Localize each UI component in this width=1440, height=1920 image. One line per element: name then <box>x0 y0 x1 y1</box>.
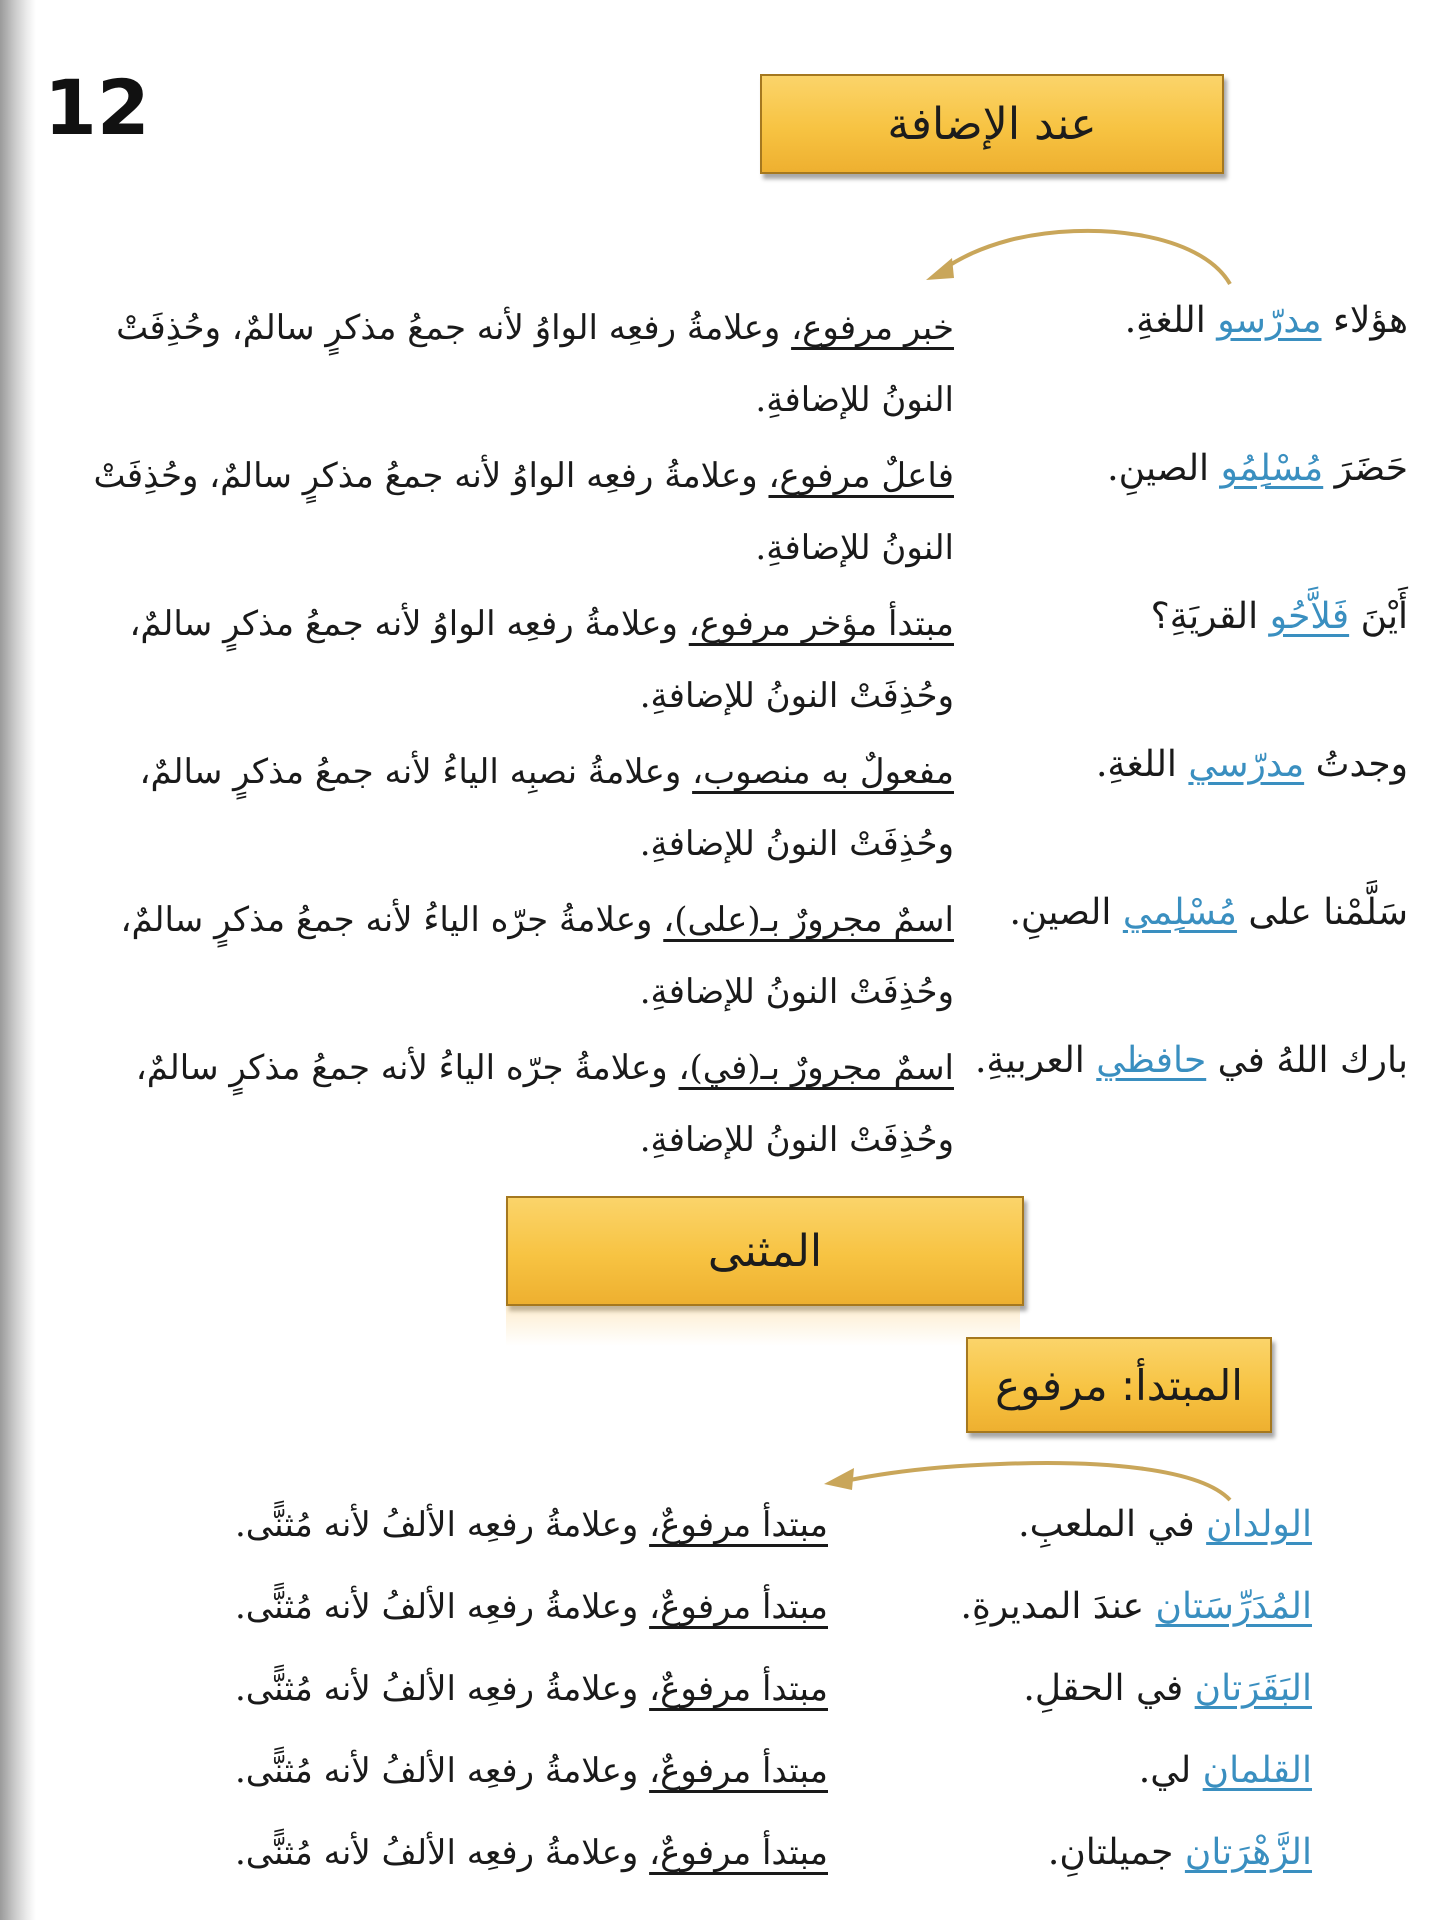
example-sentence: أَيْنَ فَلاَّحُو القريَةِ؟ <box>1150 596 1408 637</box>
banner-reflection <box>506 1306 1020 1346</box>
grammar-analysis: مفعولٌ به منصوب، وعلامةُ نصبِه الياءُ لأنه جمعُ مذكرٍ سالمٌ، وحُذِفَتْ النونُ للإضافةِ. <box>139 752 954 864</box>
example-row <box>0 884 1440 1014</box>
example-sentence: المُدَرِّسَتان عندَ المديرةِ. <box>960 1586 1312 1627</box>
grammar-analysis: مبتدأ مرفوعٌ، وعلامةُ رفعِه الألفُ لأنه مُثنًّى. <box>234 1751 828 1791</box>
highlighted-word: مدرّسو <box>1217 300 1322 341</box>
highlighted-word: البَقَرَتان <box>1194 1668 1312 1709</box>
highlighted-word: فَلاَّحُو <box>1269 596 1350 637</box>
example-row <box>0 292 1440 422</box>
curved-arrow-icon <box>900 222 1240 302</box>
highlighted-word: مُسْلِمي <box>1122 892 1237 933</box>
subsection-title-mubtada: المبتدأ: مرفوع <box>966 1337 1272 1433</box>
highlighted-word: حافظي <box>1096 1040 1207 1081</box>
highlighted-word: الولدان <box>1206 1504 1312 1545</box>
highlighted-word: مدرّسي <box>1188 744 1305 785</box>
highlighted-word: المُدَرِّسَتان <box>1155 1586 1312 1627</box>
grammar-analysis: خبر مرفوع، وعلامةُ رفعِه الواوُ لأنه جمعُ مذكرٍ سالمٌ، وحُذِفَتْ النونُ للإضافةِ. <box>116 308 954 420</box>
example-row <box>0 1578 1440 1658</box>
grammar-analysis: مبتدأ مرفوعٌ، وعلامةُ رفعِه الألفُ لأنه مُثنًّى. <box>234 1505 828 1545</box>
example-sentence: وجدتُ مدرّسي اللغةِ. <box>1095 744 1408 785</box>
grammar-analysis: مبتدأ مؤخر مرفوع، وعلامةُ رفعِه الواوُ لأنه جمعُ مذكرٍ سالمٌ، وحُذِفَتْ النونُ للإضافةِ. <box>129 604 954 716</box>
highlighted-word: الزَّهْرَتان <box>1184 1832 1312 1873</box>
example-row <box>0 440 1440 570</box>
example-row <box>0 736 1440 866</box>
example-row <box>0 1032 1440 1162</box>
example-sentence: حَضَرَ مُسْلِمُو الصينِ. <box>1107 448 1408 489</box>
page-number: 12 <box>44 63 150 152</box>
highlighted-word: القلمان <box>1202 1750 1312 1791</box>
example-row <box>0 1824 1440 1904</box>
example-row <box>0 1496 1440 1576</box>
grammar-analysis: مبتدأ مرفوعٌ، وعلامةُ رفعِه الألفُ لأنه مُثنًّى. <box>234 1587 828 1627</box>
highlighted-word: مُسْلِمُو <box>1220 448 1324 489</box>
grammar-analysis: اسمٌ مجرورٌ بـ(على)، وعلامةُ جرّه الياءُ لأنه جمعُ مذكرٍ سالمٌ، وحُذِفَتْ النونُ للإضافةِ. <box>120 900 954 1012</box>
section-title-idafa: عند الإضافة <box>760 74 1224 174</box>
example-sentence: البَقَرَتان في الحقلِ. <box>1023 1668 1312 1709</box>
section-title-muthanna: المثنى <box>506 1196 1024 1306</box>
grammar-analysis: اسمٌ مجرورٌ بـ(في)، وعلامةُ جرّه الياءُ لأنه جمعُ مذكرٍ سالمٌ، وحُذِفَتْ النونُ للإضافةِ. <box>135 1048 954 1160</box>
grammar-analysis: فاعلٌ مرفوع، وعلامةُ رفعِه الواوُ لأنه جمعُ مذكرٍ سالمٌ، وحُذِفَتْ النونُ للإضافةِ. <box>93 456 954 568</box>
example-sentence: هؤلاء مدرّسو اللغةِ. <box>1124 300 1408 341</box>
example-sentence: القلمان لي. <box>1138 1750 1312 1791</box>
example-row <box>0 1660 1440 1740</box>
example-sentence: الزَّهْرَتان جميلتانِ. <box>1047 1832 1312 1873</box>
example-sentence: الولدان في الملعبِ. <box>1018 1504 1312 1545</box>
example-row <box>0 588 1440 718</box>
example-sentence: سَلَّمْنا على مُسْلِمي الصينِ. <box>1009 892 1408 933</box>
example-sentence: بارك اللهُ في حافظي العربيةِ. <box>974 1040 1408 1081</box>
grammar-analysis: مبتدأ مرفوعٌ، وعلامةُ رفعِه الألفُ لأنه مُثنًّى. <box>234 1669 828 1709</box>
example-row <box>0 1742 1440 1822</box>
grammar-analysis: مبتدأ مرفوعٌ، وعلامةُ رفعِه الألفُ لأنه مُثنًّى. <box>234 1833 828 1873</box>
